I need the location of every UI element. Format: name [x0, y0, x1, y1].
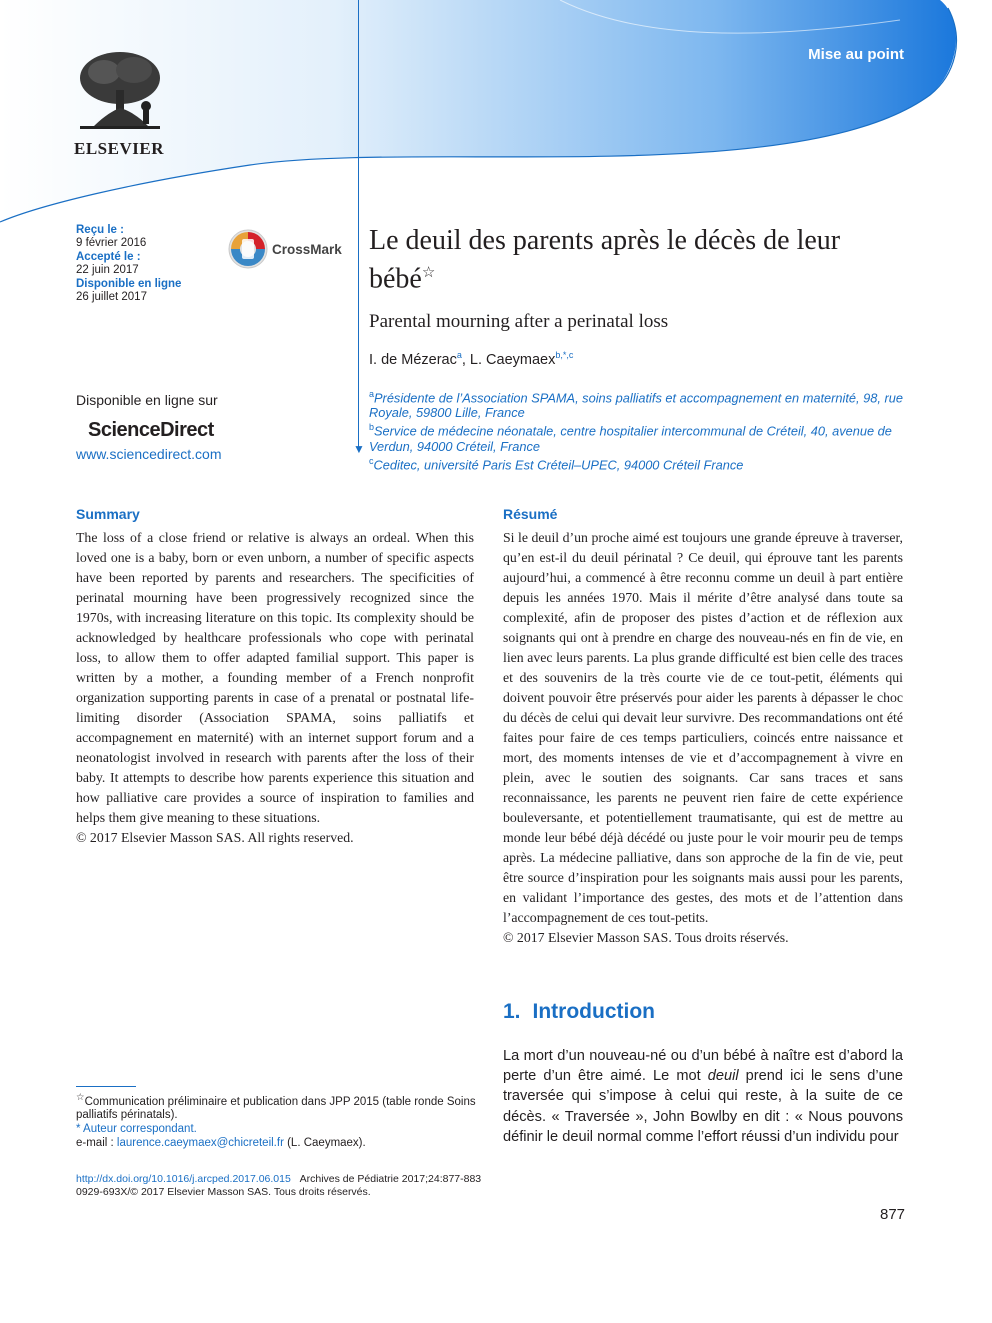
article-title-text: Le deuil des parents après le décès de leur bébé — [369, 225, 841, 295]
crossmark-badge[interactable] — [228, 229, 342, 269]
footnote-rule — [76, 1086, 136, 1087]
publisher-wordmark: ELSEVIER — [74, 139, 164, 158]
article-title — [369, 225, 909, 295]
affiliation-b: $^b$Service de médecine néonatale, centre hospitalier intercommunal de Créteil, 40, avenue de Verdun, 94000 Créteil, France — [369, 422, 892, 454]
title-footnote-mark[interactable]: ☆ — [421, 265, 436, 281]
resume-heading: Résumé — [503, 506, 558, 522]
elsevier-logo — [74, 50, 170, 159]
doi-link[interactable]: http://dx.doi.org/10.1016/j.arcped.2017.06.015 — [76, 1173, 291, 1185]
resume-copyright: © 2017 Elsevier Masson SAS. Tous droits réservés. — [503, 930, 789, 945]
accepted-label: Accepté le : — [76, 250, 141, 263]
journal-citation: Archives de Pédiatrie 2017;24:877-883 — [299, 1173, 482, 1185]
footnotes — [76, 1091, 476, 1150]
introduction-paragraph: La mort d’un nouveau-né ou d’un bébé à naître est d’abord la perte d’un être aimé. Le mot deuil prend ici le sens d’une traversée qui s’impose à celui qui reste, à la suite de ce décès. « Traversée », John Bowlby en dit : « Nous pouvons définir le deuil normal comme l’effort réussi d’un individu pour — [503, 1048, 904, 1145]
author-1-affil[interactable]: a — [456, 350, 462, 360]
summary-copyright: © 2017 Elsevier Masson SAS. All rights reserved. — [76, 830, 354, 845]
summary-heading: Summary — [76, 506, 140, 522]
author-2-affil[interactable]: b,*,c — [555, 350, 574, 360]
author-1[interactable]: I. de Mézerac — [369, 351, 457, 368]
footnote-corresponding: * Auteur correspondant. — [76, 1123, 197, 1136]
received-label: Reçu le : — [76, 224, 124, 236]
resume-text: Si le deuil d’un proche aimé est toujours une grande épreuve à traverser, qu’en est-il du deuil périnatal ? Ce deuil, qui éprouve tant les parents aujourd’hui, a commencé à être reconnu comme un deuil à part entière depuis les années 1970. Mais il mérite d’être analysé dans toute sa complexité, afin de proposer des pistes d’action et de réflexion aux soignants qui ont à prendre en charge des nouveau-nés en fin de vie, en lien avec leurs parents. La plus grande difficulté est bien celle des traces et des souvenirs de la très courte vie de ce tout-petit, éléments qui doivent pouvoir être préservés pour aider les parents à dépasser le choc du décès de celui qui devait leur survivre. Des recommandations ont été faites pour faire de ces temps particuliers, coincés entre naissance et mort, des moments intenses de vie et d’accompagnement à vivre en plein, avec le soutien des soignants. Car sans traces et sans reconnaissance, les parents ne peuvent rien faire de cette expérience bouleversante, et potentiellement traumatisante, qui est de mettre au monde leur bébé déjà décédé ou juste pour le voir mourir peu de temps après. La médecine palliative, dans son approche de la fin de vie, peut être source d’inspiration pour les soignants mais aussi pour les parents, en validant l’importance des gestes, des mots et de l’attention dans l’accompagnement de ces tout-petits. — [503, 530, 903, 925]
online-date: 26 juillet 2017 — [76, 291, 147, 304]
sciencedirect-link[interactable]: www.sciencedirect.com — [76, 446, 222, 462]
online-label: Disponible en ligne — [76, 277, 182, 290]
author-list — [369, 350, 573, 368]
affiliation-c: $^c$Ceditec, université Paris Est Créteil–UPEC, 94000 Créteil France — [369, 455, 744, 472]
section-number: 1. — [503, 1000, 521, 1023]
author-separator: , — [461, 351, 470, 368]
available-online-label: Disponible en ligne sur — [76, 392, 218, 408]
article-subtitle: Parental mourning after a perinatal loss — [369, 311, 669, 332]
vertical-divider — [358, 0, 359, 448]
footnote-email: e-mail : laurence.caeymaex@chicreteil.fr (L. Caeymaex). — [76, 1136, 366, 1149]
affiliations — [369, 387, 909, 472]
summary-abstract — [76, 528, 474, 848]
sciencedirect-logo[interactable]: ScienceDirect — [88, 419, 214, 441]
page-number: 877 — [880, 1206, 906, 1223]
affiliation-a: $^a$Présidente de l’Association SPAMA, soins palliatifs et accompagnement en maternité, 98, rue Royale, 59800 Lille, France — [369, 389, 903, 421]
crossmark-label: CrossMark — [272, 241, 342, 257]
emphasis-deuil: deuil — [707, 1068, 739, 1085]
author-2[interactable]: L. Caeymaex — [469, 351, 556, 368]
section-tag: Mise au point — [808, 46, 904, 63]
section-heading-introduction — [503, 1000, 655, 1024]
received-date: 9 février 2016 — [76, 237, 147, 250]
footer-citation — [76, 1173, 481, 1185]
resume-abstract — [503, 528, 903, 948]
footer-issn: 0929-693X/© 2017 Elsevier Masson SAS. Tous droits réservés. — [76, 1186, 371, 1198]
crossmark-icon — [228, 229, 268, 269]
accepted-date: 22 juin 2017 — [76, 264, 139, 277]
arrow-down-icon: ▼ — [353, 442, 365, 456]
section-title: Introduction — [532, 1000, 655, 1023]
article-history — [76, 224, 181, 304]
email-link[interactable]: laurence.caeymaex@chicreteil.fr — [116, 1136, 284, 1149]
footnote-star: ☆Communication préliminaire et publication dans JPP 2015 (table ronde Soins palliatifs périnatals). — [76, 1092, 476, 1122]
elsevier-tree-icon — [74, 50, 166, 132]
summary-text: The loss of a close friend or relative is always an ordeal. When this loved one is a baby, born or even unborn, a number of specific aspects have been reported by parents and researchers. The specificities of perinatal mourning have been progressively recognized since the 1970s, with increasing literature on this topic. Its complexity should be acknowledged by healthcare professionals who cope with perinatal loss, to allow them to offer adapted familial support. This paper is written by a mother, a founding member of a French nonprofit organization supporting parents in case of a prenatal or postnatal life-limiting disorder (Association SPAMA, soins palliatifs et accompagnement en maternité) with an internet support forum and a neonatologist involved in research with parents after the loss of their baby. It attempts to describe how parents experience this situation and how palliative care provides a source of inspiration to families and helps them give meaning to these situations. — [76, 530, 474, 825]
